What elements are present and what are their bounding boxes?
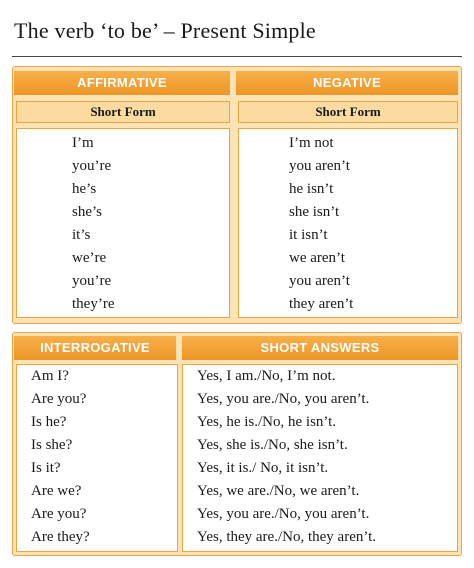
- list-item: she isn’t: [289, 204, 340, 220]
- negative-list: [238, 128, 458, 318]
- list-item: I’m: [72, 135, 94, 151]
- negative-subheader: Short Form: [238, 101, 458, 123]
- list-item: Am I?: [31, 368, 69, 384]
- affirmative-list: [16, 128, 230, 318]
- interrogative-list: [16, 364, 178, 552]
- short-answers-list: [182, 364, 458, 552]
- title-divider: [12, 56, 462, 57]
- list-item: Are we?: [31, 483, 82, 499]
- short-answers-header: SHORT ANSWERS: [182, 336, 458, 360]
- list-item: Yes, you are./No, you aren’t.: [197, 391, 370, 407]
- affirmative-header: AFFIRMATIVE: [14, 71, 230, 95]
- list-item: he’s: [72, 181, 97, 197]
- affirmative-subheader: Short Form: [16, 101, 230, 123]
- list-item: Is it?: [31, 460, 61, 476]
- list-item: you’re: [72, 273, 112, 289]
- list-item: Is he?: [31, 414, 67, 430]
- list-item: they’re: [72, 296, 115, 312]
- list-item: it’s: [72, 227, 91, 243]
- negative-header: NEGATIVE: [236, 71, 458, 95]
- interrogative-header: INTERROGATIVE: [14, 336, 176, 360]
- list-item: we’re: [72, 250, 107, 266]
- list-item: Yes, he is./No, he isn’t.: [197, 414, 337, 430]
- list-item: Are you?: [31, 506, 87, 522]
- list-item: he isn’t: [289, 181, 334, 197]
- list-item: I’m not: [289, 135, 334, 151]
- list-item: you aren’t: [289, 273, 350, 289]
- list-item: we aren’t: [289, 250, 345, 266]
- list-item: they aren’t: [289, 296, 354, 312]
- list-item: Yes, I am./No, I’m not.: [197, 368, 336, 384]
- list-item: Yes, you are./No, you aren’t.: [197, 506, 370, 522]
- list-item: Yes, they are./No, they aren’t.: [197, 529, 376, 545]
- list-item: Are they?: [31, 529, 90, 545]
- list-item: Yes, she is./No, she isn’t.: [197, 437, 348, 453]
- list-item: she’s: [72, 204, 102, 220]
- list-item: you’re: [72, 158, 112, 174]
- list-item: Yes, we are./No, we aren’t.: [197, 483, 360, 499]
- page-title: The verb ‘to be’ – Present Simple: [14, 18, 316, 43]
- list-item: Yes, it is./ No, it isn’t.: [197, 460, 329, 476]
- list-item: you aren’t: [289, 158, 350, 174]
- list-item: Are you?: [31, 391, 87, 407]
- list-item: Is she?: [31, 437, 73, 453]
- list-item: it isn’t: [289, 227, 328, 243]
